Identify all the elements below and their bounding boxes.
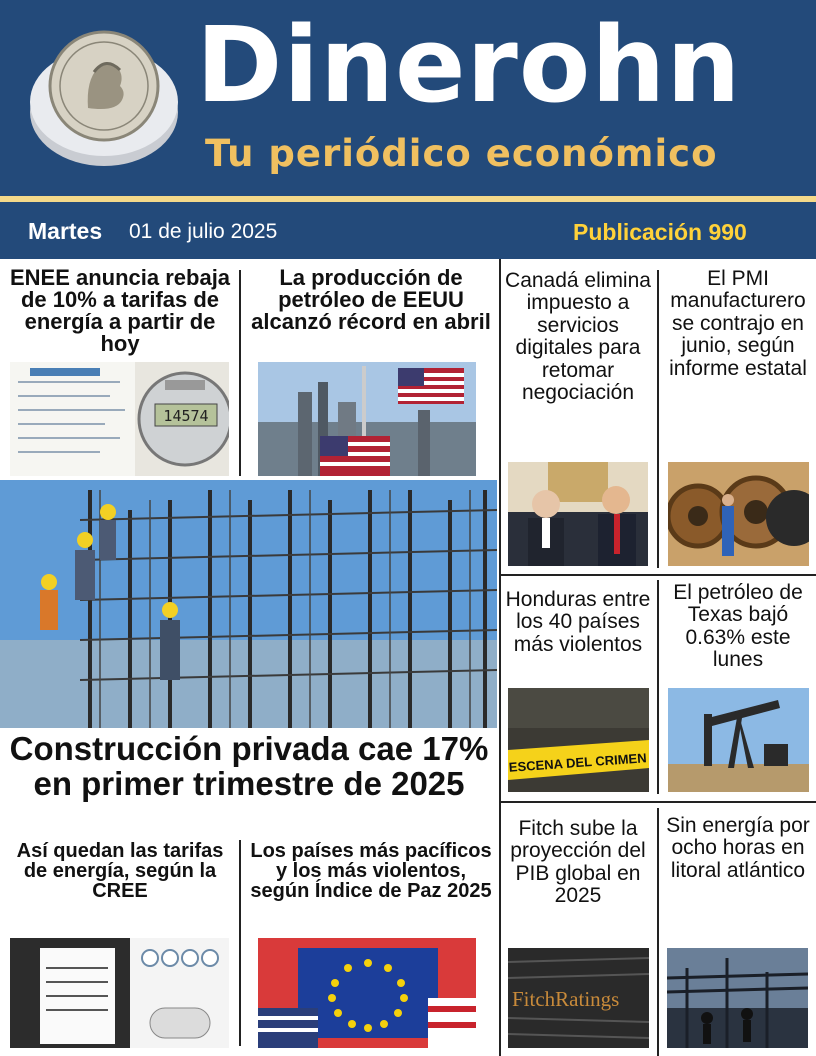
headline-construccion[interactable]: Construcción privada cae 17% en primer trimestre de 2025 — [9, 730, 489, 802]
photo-power-lines — [667, 948, 808, 1048]
crime-tape-text: ESCENA DEL CRIMEN — [508, 750, 648, 775]
column-divider — [657, 580, 659, 794]
brand-title: Dinerohn — [196, 4, 742, 126]
headline-sin-energia[interactable]: Sin energía por ocho horas en litoral atlántico — [666, 814, 810, 882]
photo-carney-trump — [508, 462, 648, 566]
photo-crime-scene — [508, 688, 649, 792]
row-divider — [500, 801, 816, 803]
issue-date: 01 de julio 2025 — [129, 220, 278, 243]
issue-day: Martes — [28, 218, 103, 244]
headline-enee[interactable]: ENEE anuncia rebaja de 10% a tarifas de energía a partir de hoy — [9, 265, 231, 356]
headline-petroleo-texas[interactable]: El petróleo de Texas bajó 0.63% este lunes — [673, 581, 803, 672]
photo-oil-pump — [668, 688, 809, 792]
photo-refinery — [258, 362, 476, 476]
flag-usa-icon — [398, 368, 464, 404]
column-divider — [657, 808, 659, 1056]
column-divider — [239, 270, 241, 476]
photo-flags — [258, 938, 476, 1048]
headline-canada[interactable]: Canadá elimina impuesto a servicios digitales para retomar negociación — [505, 269, 651, 405]
photo-fitch-building — [508, 948, 649, 1048]
column-divider — [657, 270, 659, 568]
flag-eu-icon — [298, 948, 438, 1038]
photo-meters — [10, 938, 229, 1048]
row-divider — [500, 574, 816, 576]
photo-energy-meter — [10, 362, 229, 476]
svg-text:14574: 14574 — [163, 407, 209, 425]
headline-indice-paz[interactable]: Los países más pacíficos y los más violentos, según Índice de Paz 2025 — [250, 840, 492, 902]
headline-tarifas-cree[interactable]: Así quedan las tarifas de energía, según la CREE — [16, 840, 224, 902]
headline-fitch[interactable]: Fitch sube la proyección del PIB global en 2025 — [510, 817, 646, 908]
headline-honduras[interactable]: Honduras entre los 40 países más violentos — [505, 588, 651, 656]
column-divider — [499, 259, 501, 1056]
fitch-logo-text: FitchRatings — [512, 987, 620, 1011]
publication-number: Publicación 990 — [573, 219, 747, 245]
headline-pmi[interactable]: El PMI manufacturero se contrajo en junio, según informe estatal — [669, 267, 807, 380]
column-divider — [239, 840, 241, 1046]
photo-cable-reels — [668, 462, 809, 566]
photo-construction — [0, 480, 497, 728]
coin-logo-icon — [28, 20, 180, 172]
tagline: Tu periódico económico — [205, 132, 718, 175]
headline-petroleo-eeuu[interactable]: La producción de petróleo de EEUU alcanzó récord en abril — [251, 265, 491, 334]
